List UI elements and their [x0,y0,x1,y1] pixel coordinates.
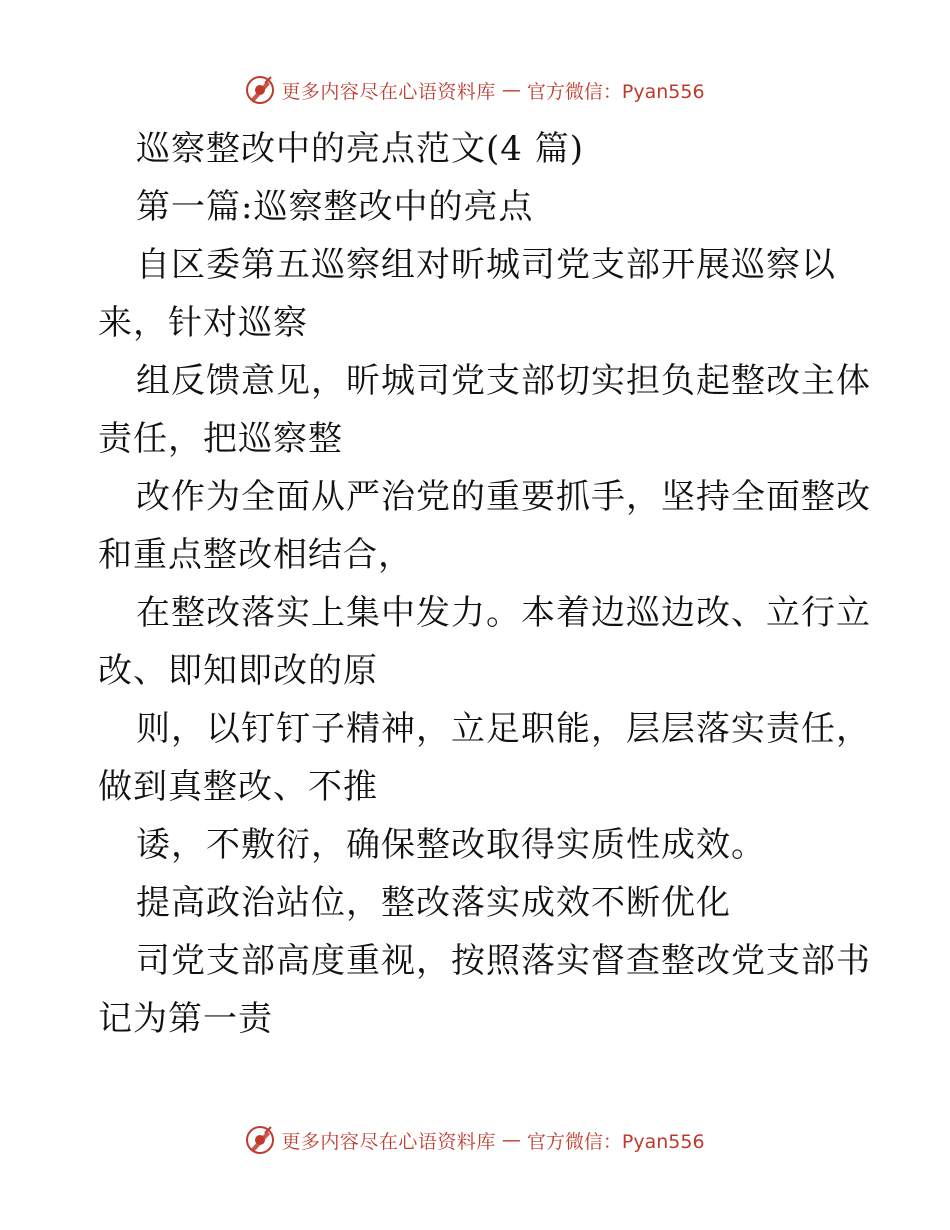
document-body [98,120,871,1048]
paragraph-line: 和重点整改相结合， [98,535,413,575]
document-title: 巡察整改中的亮点范文(4 篇) [136,129,584,169]
paragraph-line: 改作为全面从严治党的重要抓手，坚持全面整改 [136,477,871,517]
paragraph-line: 司党支部高度重视，按照落实督查整改党支部书 [136,941,871,981]
paragraph-line: 自区委第五巡察组对昕城司党支部开展巡察以 [136,245,836,285]
paragraph-line: 改、即知即改的原 [98,651,378,691]
paragraph-line: 组反馈意见，昕城司党支部切实担负起整改主体 [136,361,871,401]
section-heading: 第一篇:巡察整改中的亮点 [136,187,534,227]
watermark-separator: — [501,1129,521,1151]
quill-pen-logo-icon [245,75,275,105]
watermark-wechat: 官方微信：Pyan556 [526,80,705,103]
header-watermark-banner [0,70,950,110]
paragraph-line: 诿，不敷衍，确保整改取得实质性成效。 [136,825,766,865]
watermark-wechat: 官方微信：Pyan556 [526,1130,705,1153]
footer-watermark-banner [0,1120,950,1160]
paragraph-line: 在整改落实上集中发力。本着边巡边改、立行立 [136,593,871,633]
paragraph-line: 来，针对巡察 [98,303,308,343]
paragraph-line: 责任，把巡察整 [98,419,343,459]
paragraph-line: 做到真整改、不推 [98,767,378,807]
watermark-separator: — [501,79,521,101]
watermark-text: 更多内容尽在心语资料库 [281,80,496,103]
paragraph-line: 记为第一责 [98,999,273,1039]
quill-pen-logo-icon [245,1125,275,1155]
subheading-line: 提高政治站位，整改落实成效不断优化 [136,883,731,923]
paragraph-line: 则，以钉钉子精神，立足职能，层层落实责任， [136,709,871,749]
watermark-text: 更多内容尽在心语资料库 [281,1130,496,1153]
